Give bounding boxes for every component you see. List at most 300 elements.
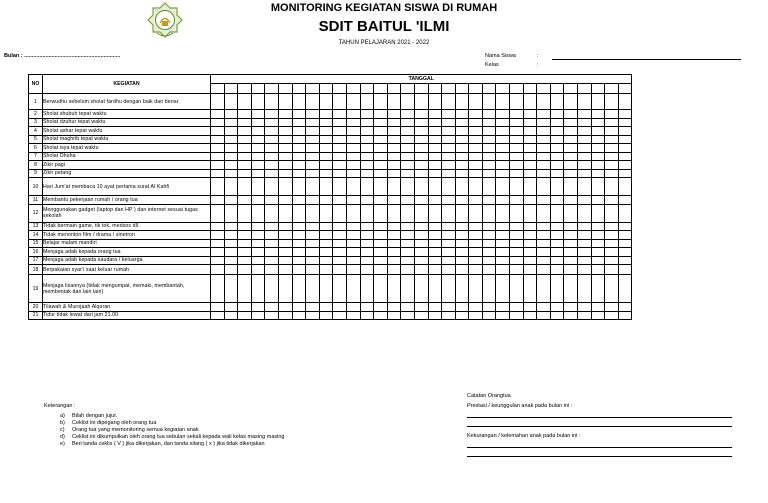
check-cell[interactable] <box>278 110 292 119</box>
check-cell[interactable] <box>387 265 401 275</box>
check-cell[interactable] <box>251 94 265 110</box>
check-cell[interactable] <box>618 178 632 196</box>
check-cell[interactable] <box>319 231 333 240</box>
check-cell[interactable] <box>618 169 632 178</box>
check-cell[interactable] <box>428 110 442 119</box>
check-cell[interactable] <box>265 196 279 205</box>
check-cell[interactable] <box>605 161 619 170</box>
check-cell[interactable] <box>251 248 265 257</box>
check-cell[interactable] <box>278 196 292 205</box>
check-cell[interactable] <box>387 178 401 196</box>
check-cell[interactable] <box>278 127 292 136</box>
check-cell[interactable] <box>360 94 374 110</box>
check-cell[interactable] <box>292 152 306 161</box>
check-cell[interactable] <box>496 256 510 265</box>
check-cell[interactable] <box>442 256 456 265</box>
check-cell[interactable] <box>605 196 619 205</box>
check-cell[interactable] <box>510 135 524 144</box>
check-cell[interactable] <box>333 169 347 178</box>
check-cell[interactable] <box>455 169 469 178</box>
check-cell[interactable] <box>306 118 320 127</box>
check-cell[interactable] <box>238 178 252 196</box>
check-cell[interactable] <box>292 135 306 144</box>
check-cell[interactable] <box>251 275 265 303</box>
check-cell[interactable] <box>374 265 388 275</box>
check-cell[interactable] <box>428 256 442 265</box>
check-cell[interactable] <box>605 204 619 222</box>
check-cell[interactable] <box>591 144 605 153</box>
check-cell[interactable] <box>605 275 619 303</box>
check-cell[interactable] <box>333 110 347 119</box>
check-cell[interactable] <box>319 169 333 178</box>
check-cell[interactable] <box>428 265 442 275</box>
check-cell[interactable] <box>401 256 415 265</box>
check-cell[interactable] <box>319 152 333 161</box>
check-cell[interactable] <box>360 222 374 231</box>
check-cell[interactable] <box>333 256 347 265</box>
check-cell[interactable] <box>346 161 360 170</box>
check-cell[interactable] <box>414 265 428 275</box>
check-cell[interactable] <box>428 196 442 205</box>
check-cell[interactable] <box>469 152 483 161</box>
check-cell[interactable] <box>537 118 551 127</box>
check-cell[interactable] <box>360 248 374 257</box>
check-cell[interactable] <box>387 248 401 257</box>
check-cell[interactable] <box>550 161 564 170</box>
check-cell[interactable] <box>428 239 442 248</box>
check-cell[interactable] <box>292 248 306 257</box>
check-cell[interactable] <box>591 265 605 275</box>
check-cell[interactable] <box>482 135 496 144</box>
check-cell[interactable] <box>414 248 428 257</box>
check-cell[interactable] <box>251 178 265 196</box>
check-cell[interactable] <box>510 110 524 119</box>
check-cell[interactable] <box>550 311 564 320</box>
check-cell[interactable] <box>401 231 415 240</box>
check-cell[interactable] <box>605 231 619 240</box>
check-cell[interactable] <box>510 118 524 127</box>
check-cell[interactable] <box>496 110 510 119</box>
check-cell[interactable] <box>360 161 374 170</box>
check-cell[interactable] <box>442 231 456 240</box>
check-cell[interactable] <box>306 311 320 320</box>
check-cell[interactable] <box>578 239 592 248</box>
check-cell[interactable] <box>510 127 524 136</box>
check-cell[interactable] <box>578 110 592 119</box>
check-cell[interactable] <box>591 204 605 222</box>
check-cell[interactable] <box>333 311 347 320</box>
check-cell[interactable] <box>578 161 592 170</box>
check-cell[interactable] <box>251 303 265 312</box>
check-cell[interactable] <box>537 161 551 170</box>
check-cell[interactable] <box>428 161 442 170</box>
check-cell[interactable] <box>455 178 469 196</box>
check-cell[interactable] <box>442 222 456 231</box>
check-cell[interactable] <box>605 311 619 320</box>
check-cell[interactable] <box>278 275 292 303</box>
check-cell[interactable] <box>401 248 415 257</box>
check-cell[interactable] <box>414 118 428 127</box>
check-cell[interactable] <box>578 222 592 231</box>
check-cell[interactable] <box>523 239 537 248</box>
check-cell[interactable] <box>578 204 592 222</box>
check-cell[interactable] <box>578 152 592 161</box>
check-cell[interactable] <box>251 256 265 265</box>
check-cell[interactable] <box>578 265 592 275</box>
check-cell[interactable] <box>442 303 456 312</box>
check-cell[interactable] <box>333 178 347 196</box>
check-cell[interactable] <box>292 178 306 196</box>
check-cell[interactable] <box>591 161 605 170</box>
check-cell[interactable] <box>346 204 360 222</box>
check-cell[interactable] <box>278 144 292 153</box>
check-cell[interactable] <box>510 169 524 178</box>
check-cell[interactable] <box>333 196 347 205</box>
check-cell[interactable] <box>537 94 551 110</box>
check-cell[interactable] <box>333 275 347 303</box>
check-cell[interactable] <box>292 169 306 178</box>
check-cell[interactable] <box>537 178 551 196</box>
check-cell[interactable] <box>306 303 320 312</box>
check-cell[interactable] <box>564 152 578 161</box>
check-cell[interactable] <box>278 94 292 110</box>
achievement-line[interactable] <box>467 426 732 427</box>
check-cell[interactable] <box>278 118 292 127</box>
check-cell[interactable] <box>605 94 619 110</box>
check-cell[interactable] <box>414 178 428 196</box>
check-cell[interactable] <box>306 196 320 205</box>
check-cell[interactable] <box>224 222 238 231</box>
check-cell[interactable] <box>618 144 632 153</box>
check-cell[interactable] <box>211 311 225 320</box>
check-cell[interactable] <box>319 144 333 153</box>
check-cell[interactable] <box>442 275 456 303</box>
check-cell[interactable] <box>224 265 238 275</box>
check-cell[interactable] <box>238 248 252 257</box>
check-cell[interactable] <box>482 265 496 275</box>
check-cell[interactable] <box>469 161 483 170</box>
check-cell[interactable] <box>618 110 632 119</box>
check-cell[interactable] <box>550 196 564 205</box>
check-cell[interactable] <box>306 275 320 303</box>
check-cell[interactable] <box>346 222 360 231</box>
check-cell[interactable] <box>224 311 238 320</box>
check-cell[interactable] <box>333 127 347 136</box>
check-cell[interactable] <box>265 204 279 222</box>
check-cell[interactable] <box>550 127 564 136</box>
check-cell[interactable] <box>211 118 225 127</box>
check-cell[interactable] <box>211 144 225 153</box>
check-cell[interactable] <box>278 303 292 312</box>
check-cell[interactable] <box>306 169 320 178</box>
check-cell[interactable] <box>387 231 401 240</box>
check-cell[interactable] <box>265 135 279 144</box>
check-cell[interactable] <box>469 303 483 312</box>
check-cell[interactable] <box>414 152 428 161</box>
check-cell[interactable] <box>469 231 483 240</box>
check-cell[interactable] <box>292 127 306 136</box>
check-cell[interactable] <box>319 94 333 110</box>
check-cell[interactable] <box>591 239 605 248</box>
check-cell[interactable] <box>251 265 265 275</box>
check-cell[interactable] <box>550 169 564 178</box>
check-cell[interactable] <box>292 144 306 153</box>
check-cell[interactable] <box>618 94 632 110</box>
check-cell[interactable] <box>265 222 279 231</box>
check-cell[interactable] <box>605 144 619 153</box>
check-cell[interactable] <box>591 303 605 312</box>
check-cell[interactable] <box>265 248 279 257</box>
check-cell[interactable] <box>292 311 306 320</box>
check-cell[interactable] <box>265 275 279 303</box>
check-cell[interactable] <box>455 256 469 265</box>
check-cell[interactable] <box>211 265 225 275</box>
check-cell[interactable] <box>265 303 279 312</box>
check-cell[interactable] <box>455 144 469 153</box>
check-cell[interactable] <box>442 110 456 119</box>
check-cell[interactable] <box>224 196 238 205</box>
check-cell[interactable] <box>401 144 415 153</box>
check-cell[interactable] <box>319 110 333 119</box>
check-cell[interactable] <box>306 110 320 119</box>
check-cell[interactable] <box>578 275 592 303</box>
check-cell[interactable] <box>306 239 320 248</box>
check-cell[interactable] <box>496 204 510 222</box>
check-cell[interactable] <box>428 222 442 231</box>
check-cell[interactable] <box>605 169 619 178</box>
check-cell[interactable] <box>537 275 551 303</box>
check-cell[interactable] <box>482 127 496 136</box>
check-cell[interactable] <box>224 161 238 170</box>
check-cell[interactable] <box>442 265 456 275</box>
check-cell[interactable] <box>523 144 537 153</box>
check-cell[interactable] <box>292 204 306 222</box>
check-cell[interactable] <box>211 196 225 205</box>
check-cell[interactable] <box>360 265 374 275</box>
check-cell[interactable] <box>292 94 306 110</box>
check-cell[interactable] <box>564 303 578 312</box>
check-cell[interactable] <box>414 110 428 119</box>
check-cell[interactable] <box>374 311 388 320</box>
check-cell[interactable] <box>414 135 428 144</box>
check-cell[interactable] <box>292 161 306 170</box>
check-cell[interactable] <box>564 169 578 178</box>
check-cell[interactable] <box>578 311 592 320</box>
check-cell[interactable] <box>564 239 578 248</box>
check-cell[interactable] <box>251 222 265 231</box>
check-cell[interactable] <box>346 144 360 153</box>
check-cell[interactable] <box>591 222 605 231</box>
check-cell[interactable] <box>605 239 619 248</box>
check-cell[interactable] <box>510 222 524 231</box>
check-cell[interactable] <box>387 239 401 248</box>
check-cell[interactable] <box>605 265 619 275</box>
check-cell[interactable] <box>605 178 619 196</box>
check-cell[interactable] <box>564 222 578 231</box>
check-cell[interactable] <box>238 265 252 275</box>
check-cell[interactable] <box>442 135 456 144</box>
check-cell[interactable] <box>591 94 605 110</box>
check-cell[interactable] <box>211 178 225 196</box>
check-cell[interactable] <box>401 169 415 178</box>
check-cell[interactable] <box>564 110 578 119</box>
check-cell[interactable] <box>238 110 252 119</box>
check-cell[interactable] <box>591 135 605 144</box>
check-cell[interactable] <box>238 169 252 178</box>
check-cell[interactable] <box>211 135 225 144</box>
check-cell[interactable] <box>469 110 483 119</box>
check-cell[interactable] <box>605 256 619 265</box>
check-cell[interactable] <box>360 144 374 153</box>
check-cell[interactable] <box>455 127 469 136</box>
check-cell[interactable] <box>251 110 265 119</box>
check-cell[interactable] <box>523 256 537 265</box>
check-cell[interactable] <box>333 303 347 312</box>
check-cell[interactable] <box>482 303 496 312</box>
check-cell[interactable] <box>224 94 238 110</box>
check-cell[interactable] <box>428 248 442 257</box>
check-cell[interactable] <box>537 222 551 231</box>
check-cell[interactable] <box>319 196 333 205</box>
check-cell[interactable] <box>564 265 578 275</box>
check-cell[interactable] <box>346 110 360 119</box>
check-cell[interactable] <box>238 144 252 153</box>
check-cell[interactable] <box>401 239 415 248</box>
check-cell[interactable] <box>238 94 252 110</box>
check-cell[interactable] <box>224 135 238 144</box>
check-cell[interactable] <box>224 110 238 119</box>
check-cell[interactable] <box>428 127 442 136</box>
check-cell[interactable] <box>292 256 306 265</box>
check-cell[interactable] <box>346 169 360 178</box>
check-cell[interactable] <box>414 144 428 153</box>
check-cell[interactable] <box>211 303 225 312</box>
check-cell[interactable] <box>618 256 632 265</box>
check-cell[interactable] <box>428 311 442 320</box>
check-cell[interactable] <box>550 178 564 196</box>
check-cell[interactable] <box>401 311 415 320</box>
check-cell[interactable] <box>469 311 483 320</box>
check-cell[interactable] <box>374 152 388 161</box>
check-cell[interactable] <box>578 135 592 144</box>
check-cell[interactable] <box>346 118 360 127</box>
check-cell[interactable] <box>442 239 456 248</box>
check-cell[interactable] <box>469 196 483 205</box>
check-cell[interactable] <box>455 196 469 205</box>
check-cell[interactable] <box>306 161 320 170</box>
check-cell[interactable] <box>374 222 388 231</box>
check-cell[interactable] <box>333 204 347 222</box>
check-cell[interactable] <box>414 94 428 110</box>
check-cell[interactable] <box>455 110 469 119</box>
check-cell[interactable] <box>306 178 320 196</box>
check-cell[interactable] <box>496 275 510 303</box>
check-cell[interactable] <box>496 265 510 275</box>
check-cell[interactable] <box>333 135 347 144</box>
check-cell[interactable] <box>496 239 510 248</box>
check-cell[interactable] <box>428 303 442 312</box>
check-cell[interactable] <box>319 178 333 196</box>
check-cell[interactable] <box>374 275 388 303</box>
check-cell[interactable] <box>442 144 456 153</box>
check-cell[interactable] <box>387 94 401 110</box>
check-cell[interactable] <box>224 256 238 265</box>
check-cell[interactable] <box>374 303 388 312</box>
check-cell[interactable] <box>482 196 496 205</box>
check-cell[interactable] <box>442 94 456 110</box>
check-cell[interactable] <box>333 231 347 240</box>
check-cell[interactable] <box>387 161 401 170</box>
check-cell[interactable] <box>591 248 605 257</box>
check-cell[interactable] <box>211 248 225 257</box>
check-cell[interactable] <box>510 178 524 196</box>
check-cell[interactable] <box>496 169 510 178</box>
check-cell[interactable] <box>564 196 578 205</box>
check-cell[interactable] <box>401 94 415 110</box>
check-cell[interactable] <box>482 161 496 170</box>
check-cell[interactable] <box>401 196 415 205</box>
check-cell[interactable] <box>211 110 225 119</box>
check-cell[interactable] <box>346 135 360 144</box>
check-cell[interactable] <box>510 265 524 275</box>
check-cell[interactable] <box>550 239 564 248</box>
check-cell[interactable] <box>306 204 320 222</box>
check-cell[interactable] <box>278 135 292 144</box>
check-cell[interactable] <box>564 127 578 136</box>
check-cell[interactable] <box>306 144 320 153</box>
check-cell[interactable] <box>319 275 333 303</box>
check-cell[interactable] <box>578 178 592 196</box>
check-cell[interactable] <box>387 144 401 153</box>
check-cell[interactable] <box>523 110 537 119</box>
check-cell[interactable] <box>455 118 469 127</box>
check-cell[interactable] <box>482 204 496 222</box>
check-cell[interactable] <box>292 110 306 119</box>
check-cell[interactable] <box>605 110 619 119</box>
check-cell[interactable] <box>238 196 252 205</box>
check-cell[interactable] <box>550 248 564 257</box>
check-cell[interactable] <box>428 144 442 153</box>
check-cell[interactable] <box>496 196 510 205</box>
check-cell[interactable] <box>578 94 592 110</box>
check-cell[interactable] <box>224 248 238 257</box>
check-cell[interactable] <box>401 275 415 303</box>
check-cell[interactable] <box>306 265 320 275</box>
check-cell[interactable] <box>523 178 537 196</box>
check-cell[interactable] <box>401 135 415 144</box>
check-cell[interactable] <box>278 169 292 178</box>
check-cell[interactable] <box>374 231 388 240</box>
check-cell[interactable] <box>455 311 469 320</box>
achievement-line[interactable] <box>467 417 732 418</box>
check-cell[interactable] <box>414 161 428 170</box>
check-cell[interactable] <box>550 256 564 265</box>
check-cell[interactable] <box>523 94 537 110</box>
check-cell[interactable] <box>523 231 537 240</box>
check-cell[interactable] <box>333 152 347 161</box>
check-cell[interactable] <box>482 222 496 231</box>
check-cell[interactable] <box>211 127 225 136</box>
check-cell[interactable] <box>387 135 401 144</box>
check-cell[interactable] <box>224 303 238 312</box>
check-cell[interactable] <box>360 118 374 127</box>
check-cell[interactable] <box>387 196 401 205</box>
check-cell[interactable] <box>346 248 360 257</box>
check-cell[interactable] <box>537 239 551 248</box>
check-cell[interactable] <box>591 256 605 265</box>
check-cell[interactable] <box>414 231 428 240</box>
check-cell[interactable] <box>442 311 456 320</box>
